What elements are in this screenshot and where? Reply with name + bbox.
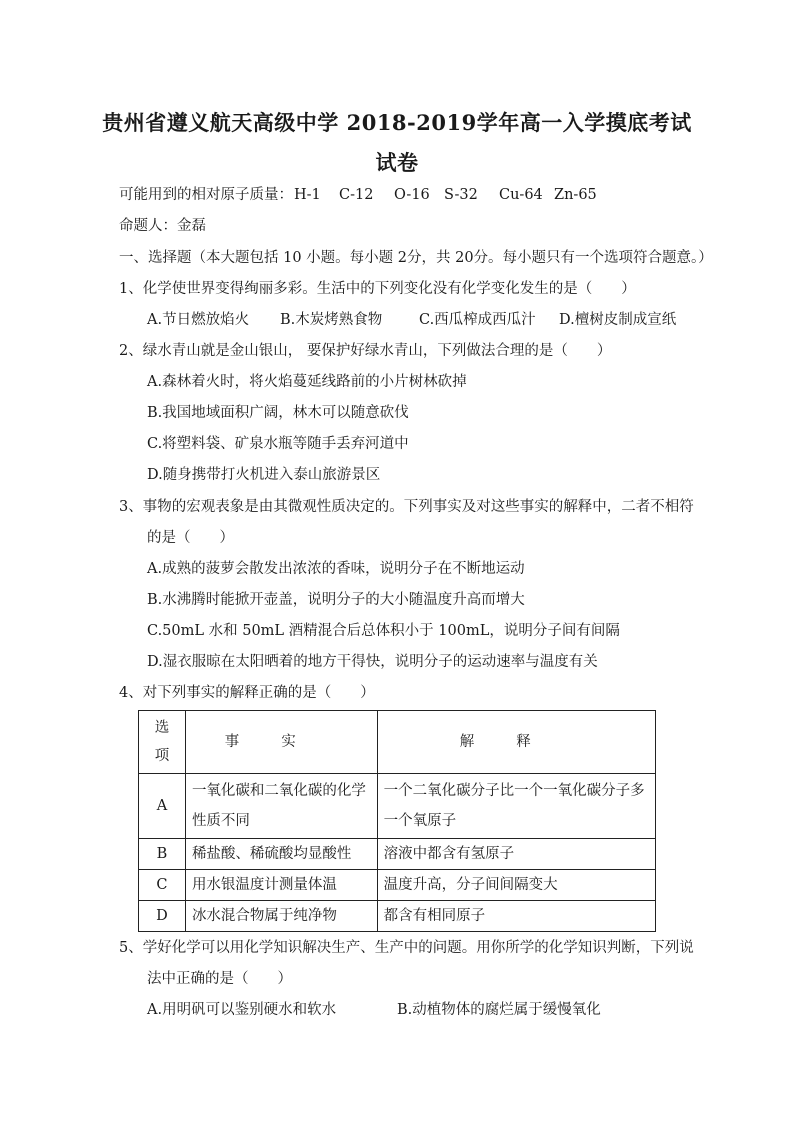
exam-title-continued: 试卷 (375, 150, 419, 175)
q3-option-a: A.成熟的菠萝会散发出浓浓的香味，说明分子在不断地运动 (147, 561, 525, 577)
table-row (139, 870, 656, 901)
row-a-explain (377, 774, 655, 839)
row-b-explain: 溶液中都含有氢原子 (377, 839, 655, 870)
row-b-fact: 稀盐酸、稀硫酸均显酸性 (185, 839, 377, 870)
mass-s: S-32 (444, 187, 478, 203)
mass-h: H-1 (294, 187, 321, 203)
header-option-bottom: 项 (154, 748, 170, 764)
question-2: 2、绿水青山就是金山银山， 要保护好绿水青山，下列做法合理的是（ ） (119, 343, 612, 359)
row-d-explain: 都含有相同原子 (377, 901, 655, 932)
question-5: 5、学好化学可以用化学知识解决生产、生产中的问题。用你所学的化学知识判断，下列说 (119, 940, 694, 956)
row-c-fact: 用水银温度计测量体温 (185, 870, 377, 901)
row-c-explain: 温度升高，分子间间隔变大 (377, 870, 655, 901)
q3-option-b: B.水沸腾时能掀开壶盖，说明分子的大小随温度升高而增大 (147, 592, 525, 608)
row-a-explain-line1: 一个二氧化碳分子比一个一氧化碳分子多 (383, 783, 645, 799)
question-3: 3、事物的宏观表象是由其微观性质决定的。下列事实及对这些事实的解释中，二者不相符 (119, 499, 694, 515)
row-a-fact (185, 774, 377, 839)
table-row (139, 901, 656, 932)
section-heading: 一、选择题（本大题包括 10 小题。每小题 2分，共 20分。每小题只有一个选项符合题意。） (119, 250, 713, 266)
mass-o: O-16 (394, 187, 430, 203)
mass-cu: Cu-64 (499, 187, 543, 203)
q3-option-d: D.湿衣服晾在太阳晒着的地方干得快，说明分子的运动速率与温度有关 (147, 654, 598, 670)
question-1: 1、化学使世界变得绚丽多彩。生活中的下列变化没有化学变化发生的是（ ） (119, 281, 636, 297)
row-a-fact-line2: 性质不同 (191, 813, 250, 829)
q1-option-b: B.木炭烤熟食物 (280, 312, 383, 328)
mass-zn: Zn-65 (554, 187, 597, 203)
table-row (139, 839, 656, 870)
row-a-explain-line2: 一个氧原子 (383, 813, 457, 829)
header-fact (185, 711, 377, 774)
q1-option-a: A.节日燃放焰火 (147, 312, 250, 328)
atomic-masses-label: 可能用到的相对原子质量： (119, 187, 293, 203)
q5-option-a: A.用明矾可以鉴别硬水和软水 (147, 1002, 337, 1018)
q3-option-c: C.50mL 水和 50mL 酒精混合后总体积小于 100mL，说明分子间有间隔 (147, 623, 620, 639)
row-b-option: B (139, 839, 186, 870)
q1-option-d: D.檀树皮制成宣纸 (559, 312, 677, 328)
q2-option-d: D.随身携带打火机进入泰山旅游景区 (147, 467, 381, 483)
atomic-masses (119, 185, 597, 205)
question-3-continued: 的是（ ） (147, 530, 234, 546)
q2-option-a: A.森林着火时，将火焰蔓延线路前的小片树林砍掉 (147, 374, 467, 390)
row-d-option: D (139, 901, 186, 932)
q5-option-b: B.动植物体的腐烂属于缓慢氧化 (397, 1002, 601, 1018)
table-header-row (139, 711, 656, 774)
author-line: 命题人：金磊 (119, 218, 206, 234)
q2-option-b: B.我国地域面积广阔，林木可以随意砍伐 (147, 405, 409, 421)
header-option-top: 选 (154, 720, 170, 736)
mass-c: C-12 (339, 187, 374, 203)
header-fact-label: 事实 (224, 734, 338, 750)
row-c-option: C (139, 870, 186, 901)
question-5-continued: 法中正确的是（ ） (147, 971, 292, 987)
header-option (139, 711, 186, 774)
question-4: 4、对下列事实的解释正确的是（ ） (119, 685, 375, 701)
exam-title: 贵州省遵义航天高级中学 2018-2019学年高一入学摸底考试 (102, 110, 692, 135)
row-a-option: A (139, 774, 186, 839)
q2-option-c: C.将塑料袋、矿泉水瓶等随手丢弃河道中 (147, 436, 409, 452)
q1-option-c: C.西瓜榨成西瓜汁 (419, 312, 536, 328)
table-row (139, 774, 656, 839)
header-explain (377, 711, 655, 774)
row-d-fact: 冰水混合物属于纯净物 (185, 901, 377, 932)
q4-table (138, 710, 656, 932)
row-a-fact-line1: 一氧化碳和二氧化碳的化学 (191, 783, 366, 799)
header-explain-label: 解释 (459, 734, 573, 750)
